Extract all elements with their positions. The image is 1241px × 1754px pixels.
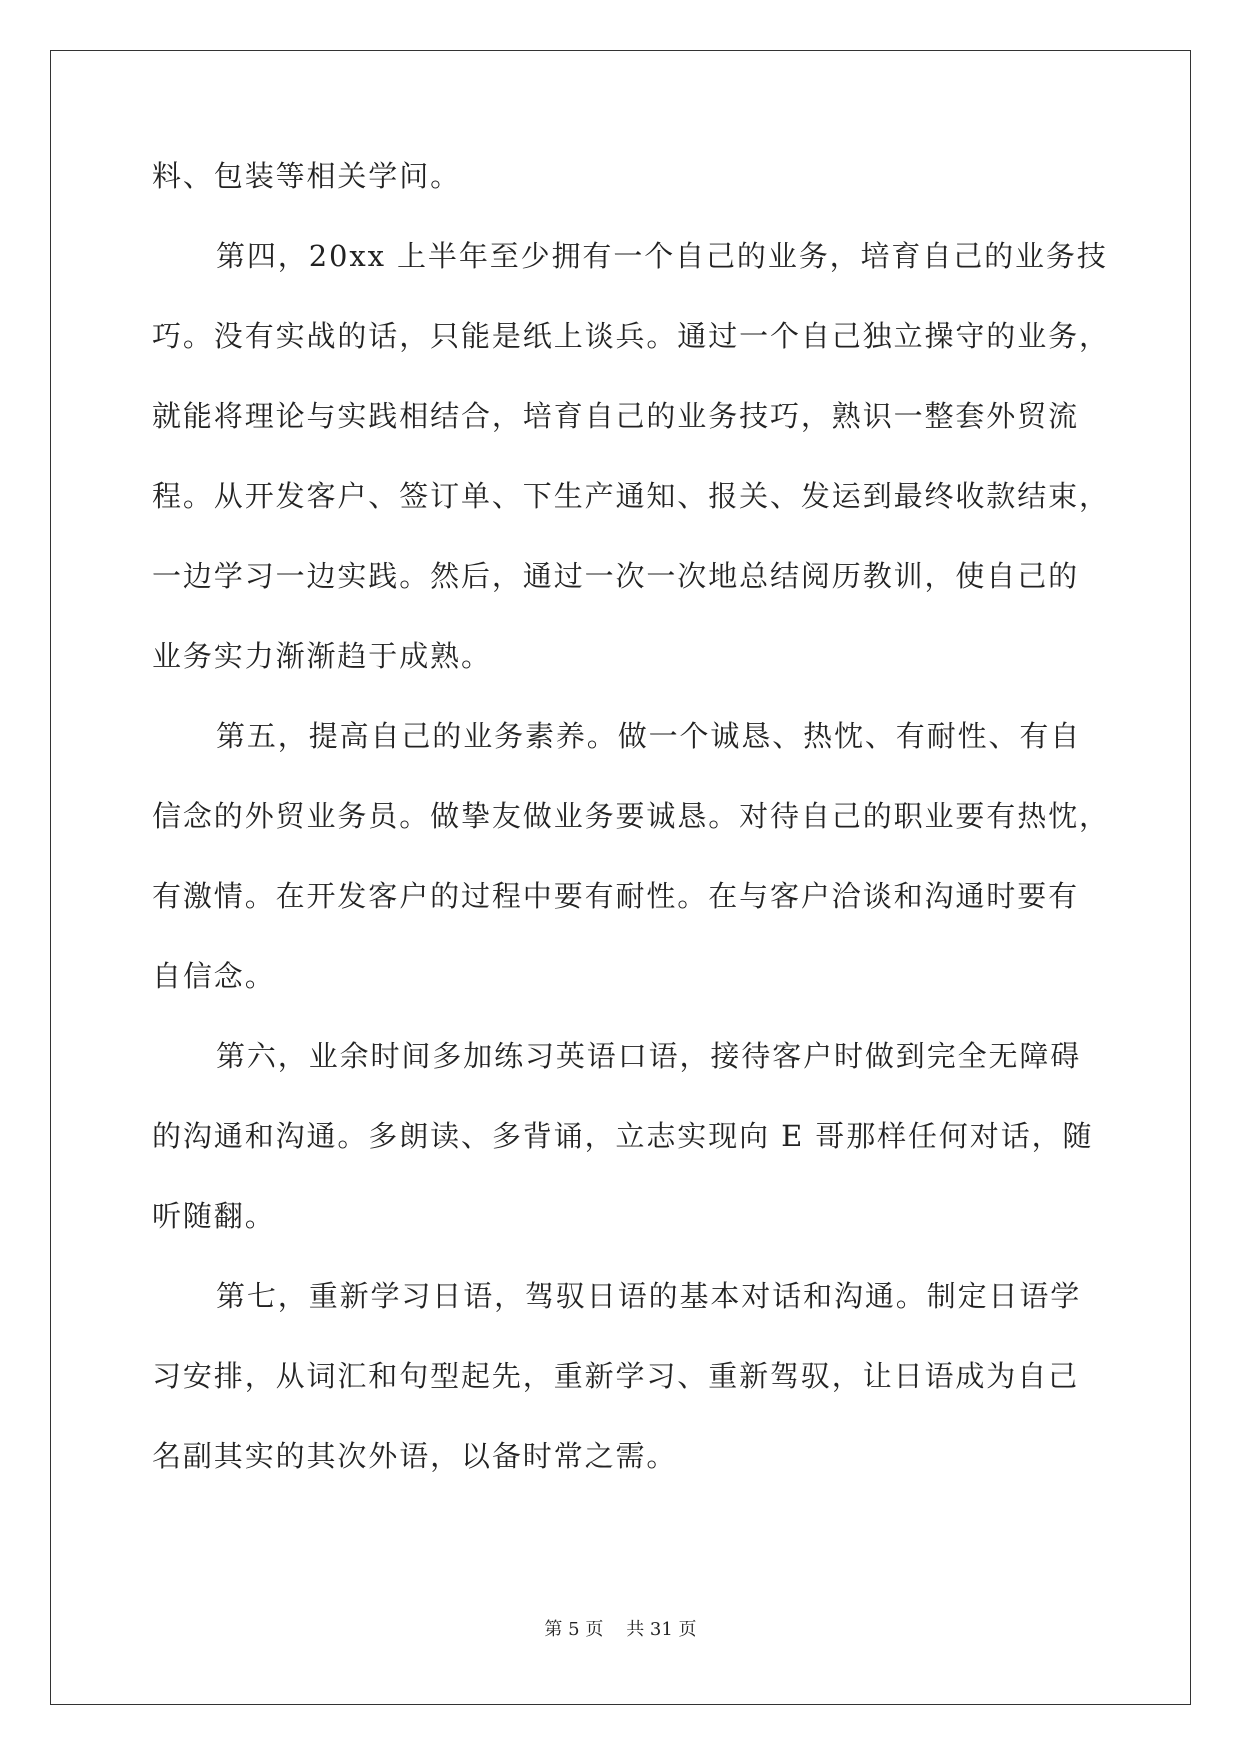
text-line: 信念的外贸业务员。做挚友做业务要诚恳。对待自己的职业要有热忱，: [152, 799, 1110, 833]
text-line: 就能将理论与实践相结合，培育自己的业务技巧，熟识一整套外贸流: [152, 399, 1080, 433]
text-line: 自信念。: [152, 959, 276, 993]
text-line: 的沟通和沟通。多朗读、多背诵，立志实现向 E 哥那样任何对话，随: [152, 1119, 1094, 1153]
text-line: 一边学习一边实践。然后，通过一次一次地总结阅历教训，使自己的: [152, 559, 1080, 593]
text-line: 业务实力渐渐趋于成熟。: [152, 639, 492, 673]
text-line: 名副其实的其次外语，以备时常之需。: [152, 1439, 678, 1473]
paragraph-first-line: 第六，业余时间多加练习英语口语，接待客户时做到完全无障碍: [216, 1039, 1082, 1073]
paragraph-first-line: 第七，重新学习日语，驾驭日语的基本对话和沟通。制定日语学: [216, 1279, 1082, 1313]
paragraph-first-line: 第四，20xx 上半年至少拥有一个自己的业务，培育自己的业务技: [216, 239, 1108, 273]
text-line: 习安排，从词汇和句型起先，重新学习、重新驾驭，让日语成为自己: [152, 1359, 1080, 1393]
paragraph-first-line: 第五，提高自己的业务素养。做一个诚恳、热忱、有耐性、有自: [216, 719, 1082, 753]
text-line: 程。从开发客户、签订单、下生产通知、报关、发运到最终收款结束，: [152, 479, 1110, 513]
text-line: 料、包装等相关学问。: [152, 159, 462, 193]
text-line: 听随翻。: [152, 1199, 276, 1233]
page-number-footer: 第 5 页 共 31 页: [544, 1619, 697, 1640]
text-line: 有激情。在开发客户的过程中要有耐性。在与客户洽谈和沟通时要有: [152, 879, 1080, 913]
text-line: 巧。没有实战的话，只能是纸上谈兵。通过一个自己独立操守的业务，: [152, 319, 1110, 353]
